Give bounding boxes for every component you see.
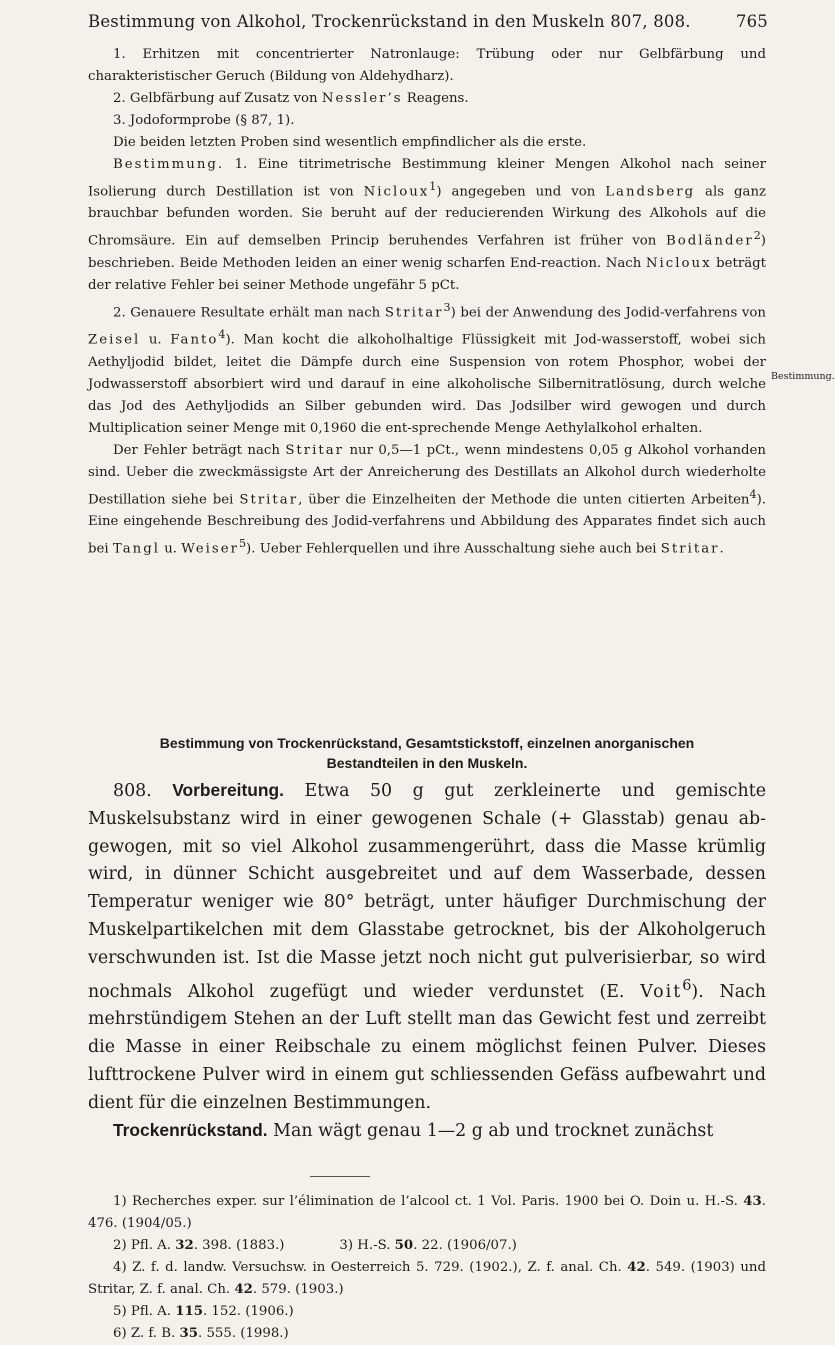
footnote-rule — [310, 1176, 370, 1177]
footnote: 2) Pfl. A. 32. 398. (1883.) 3) H.-S. 50. 22. (1906/07.) — [113, 1238, 517, 1253]
paragraph: Bestimmung. 1. Eine titrimetrische Bestimmung kleiner Mengen Alkohol nach seiner Isolierung durch Destillation ist von Nicloux$^1$) angegeben und von Landsberg als ganz brauchbar befunden worden. Sie beruht auf der reducierenden Wirkung des Alkohols auf die Chromsäure. Ein auf demselben Princip beruhendes Verfahren ist früher von Bodländer$^2$) beschrieben. Beide Methoden leiden an einer wenig scharfen End-reaction. Nach Nicloux beträgt der relative Fehler bei seiner Methode ungefähr 5 pCt. — [88, 157, 767, 293]
margin-note: Bestimmung. — [771, 371, 835, 382]
paragraph: 808. Vorbereitung. Etwa 50 g gut zerkleinerte und gemischte Muskelsubstanz wird in einer gewogenen Schale (+ Glasstab) genau ab-gewogen, mit so viel Alkohol zusammengerührt, dass die Masse krümlig wird, in dünner Schicht ausgebreitet und auf dem Wasserbade, dessen Temperatur weniger wie 80° beträgt, unter häufiger Durchmischung der Muskelpartikelchen mit dem Glasstabe getrocknet, bis der Alkoholgeruch verschwunden ist. Ist die Masse jetzt noch nicht gut pulverisierbar, so wird nochmals Alkohol zugefügt und wieder verdunstet (E. Voit$^6$). Nach mehrstündigem Stehen an der Luft stellt man das Gewicht fest und zerreibt die Masse in einer Reibschale zu einem möglichst feinen Pulver. Dieses lufttrockene Pulver wird in einem gut schliessenden Gefäss aufbewahrt und dient für die einzelnen Bestimmungen. — [88, 780, 766, 1113]
running-head-title: Bestimmung von Alkohol, Trockenrückstand in den Muskeln 807, 808. — [88, 12, 691, 31]
footnote: 4) Z. f. d. landw. Versuchsw. in Oesterreich 5. 729. (1902.), Z. f. anal. Ch. 42. 549. (1903) und Stritar, Z. f. anal. Ch. 42. 579. (1903.) — [88, 1260, 766, 1297]
paragraph: Die beiden letzten Proben sind wesentlich empfindlicher als die erste. — [113, 135, 587, 150]
section-heading — [88, 733, 766, 773]
footnotes — [88, 1191, 766, 1345]
paragraph: 1. Erhitzen mit concentrierter Natronlauge: Trübung oder nur Gelbfärbung und charakteristischer Geruch (Bildung von Aldehydharz). — [88, 47, 766, 84]
footnote: 6) Z. f. B. 35. 555. (1998.) — [113, 1326, 289, 1341]
footnote: 1) Recherches exper. sur l’élimination de l’alcool ct. 1 Vol. Paris. 1900 bei O. Doin u. H.-S. 43. 476. (1904/05.) — [88, 1194, 766, 1231]
section-heading-line-1: Bestimmung von Trockenrückstand, Gesamtstickstoff, einzelnen anorganischen — [159, 735, 695, 751]
page-number: 765 — [735, 12, 768, 31]
section-heading-line-2: Bestandteilen in den Muskeln. — [326, 755, 528, 771]
paragraph: 3. Jodoformprobe (§ 87, 1). — [113, 113, 295, 128]
paragraph: 2. Gelbfärbung auf Zusatz von Nessler’s Reagens. — [113, 91, 469, 106]
body-text-large — [88, 777, 766, 1146]
footnote: 5) Pfl. A. 115. 152. (1906.) — [113, 1304, 294, 1319]
paragraph: Der Fehler beträgt nach Stritar nur 0,5—1 pCt., wenn mindestens 0,05 g Alkohol vorhanden sind. Ueber die zweckmässigste Art der Anreicherung des Destillats an Alkohol durch wiederholte Destillation siehe bei Stritar, über die Einzelheiten der Methode die unten citierten Arbeiten$^4$). Eine eingehende Beschreibung des Jodid-verfahrens und Abbildung des Apparates findet sich auch bei Tangl u. Weiser$^5$). Ueber Fehlerquellen und ihre Ausschaltung siehe auch bei Stritar. — [88, 442, 766, 557]
paragraph: Trockenrückstand. Man wägt genau 1—2 g ab und trocknet zunächst — [113, 1120, 714, 1142]
paragraph: 2. Genauere Resultate erhält man nach Stritar$^3$) bei der Anwendung des Jodid-verfahrens von Zeisel u. Fanto$^4$). Man kocht die alkoholhaltige Flüssigkeit mit Jod-wasserstoff, wobei sich Aethyljodid bildet, leitet die Dämpfe durch eine Suspension von rotem Phosphor, wobei der Jodwasserstoff absorbiert wird und darauf in eine alkoholische Silbernitratlösung, durch welche das Jod des Aethyljodids an Silber gebunden wird. Das Jodsilber wird gewogen und durch Multiplication seiner Menge mit 0,1960 die ent-sprechende Menge Aethylalkohol erhalten. — [88, 300, 766, 436]
running-head — [88, 10, 768, 34]
body-text-small — [88, 44, 766, 561]
